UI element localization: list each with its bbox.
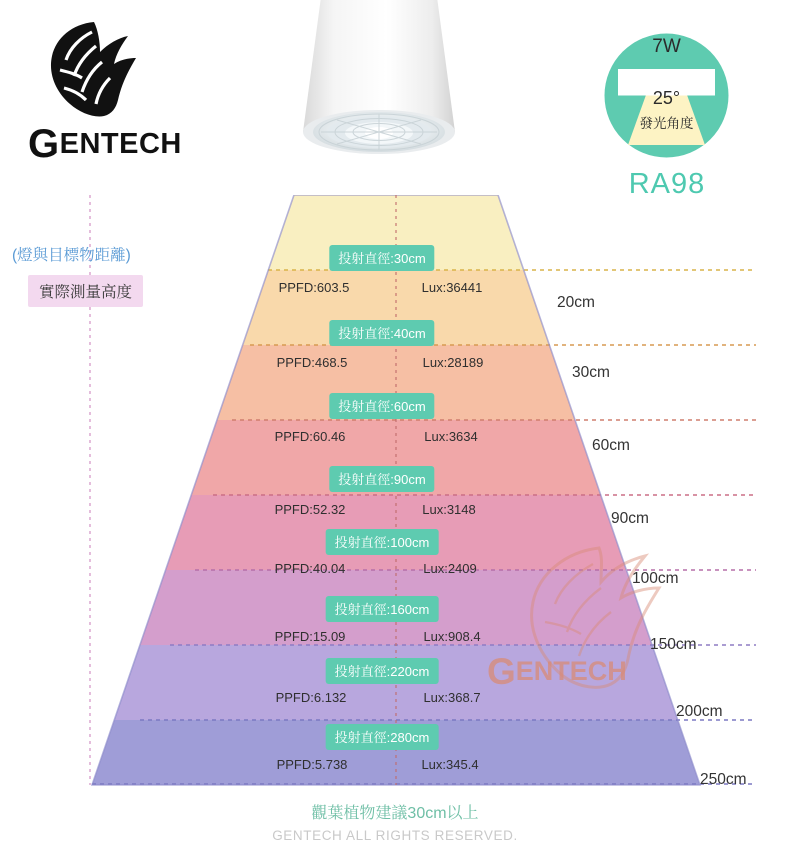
- lamp-illustration: [259, 0, 499, 207]
- ppfd-value: PPFD:468.5: [276, 355, 348, 370]
- monstera-leaf-icon: [42, 18, 142, 123]
- lux-value: Lux:3634: [424, 429, 478, 444]
- depth-label: 30cm: [572, 364, 610, 381]
- measured-height-chip: 實際測量高度: [28, 275, 143, 307]
- diameter-chip: 投射直徑:100cm: [326, 529, 439, 555]
- depth-label: 200cm: [676, 703, 723, 720]
- distance-note: (燈與目標物距離): [12, 247, 131, 264]
- ppfd-value: PPFD:603.5: [278, 280, 350, 295]
- lux-value: Lux:368.7: [423, 690, 481, 705]
- depth-label: 100cm: [632, 570, 679, 587]
- badge-beam-angle-label: 發光角度: [639, 116, 694, 131]
- watermark-name-rest: ENTECH: [515, 656, 627, 686]
- brand-initial: G: [28, 122, 60, 166]
- diameter-chip: 投射直徑:160cm: [326, 596, 439, 622]
- diameter-chip: 投射直徑:280cm: [326, 724, 439, 750]
- cri-value: RA98: [628, 168, 706, 200]
- recommendation-note: 觀葉植物建議30cm以上: [311, 805, 479, 822]
- watermark-initial: G: [487, 651, 516, 692]
- ppfd-value: PPFD:5.738: [276, 757, 348, 772]
- lux-value: Lux:36441: [421, 280, 483, 295]
- diameter-chip: 投射直徑:40cm: [329, 320, 434, 346]
- lux-value: Lux:2409: [423, 561, 477, 576]
- ppfd-value: PPFD:15.09: [274, 629, 346, 644]
- diameter-chip: 投射直徑:90cm: [329, 466, 434, 492]
- depth-label: 150cm: [650, 636, 697, 653]
- depth-label: 90cm: [611, 510, 649, 527]
- ppfd-value: PPFD:60.46: [274, 429, 346, 444]
- copyright: GENTECH ALL RIGHTS RESERVED.: [272, 828, 518, 843]
- brand-name-rest: ENTECH: [59, 128, 182, 160]
- lux-value: Lux:3148: [422, 502, 476, 517]
- lux-value: Lux:345.4: [421, 757, 479, 772]
- diameter-chip: 投射直徑:220cm: [326, 658, 439, 684]
- ppfd-value: PPFD:40.04: [274, 561, 346, 576]
- ppfd-value: PPFD:52.32: [274, 502, 346, 517]
- lux-value: Lux:28189: [422, 355, 484, 370]
- badge-beam-angle: 25°: [652, 88, 681, 108]
- depth-label: 60cm: [592, 437, 630, 454]
- depth-label: 20cm: [557, 294, 595, 311]
- diameter-chip: 投射直徑:60cm: [329, 393, 434, 419]
- badge-power: 7W: [652, 36, 681, 57]
- watermark-brand: [487, 651, 627, 692]
- ppfd-value: PPFD:6.132: [275, 690, 347, 705]
- depth-label: 250cm: [700, 771, 747, 788]
- brand-logo: [28, 18, 182, 178]
- lux-value: Lux:908.4: [423, 629, 481, 644]
- brand-name: [28, 122, 182, 166]
- diameter-chip: 投射直徑:30cm: [329, 245, 434, 271]
